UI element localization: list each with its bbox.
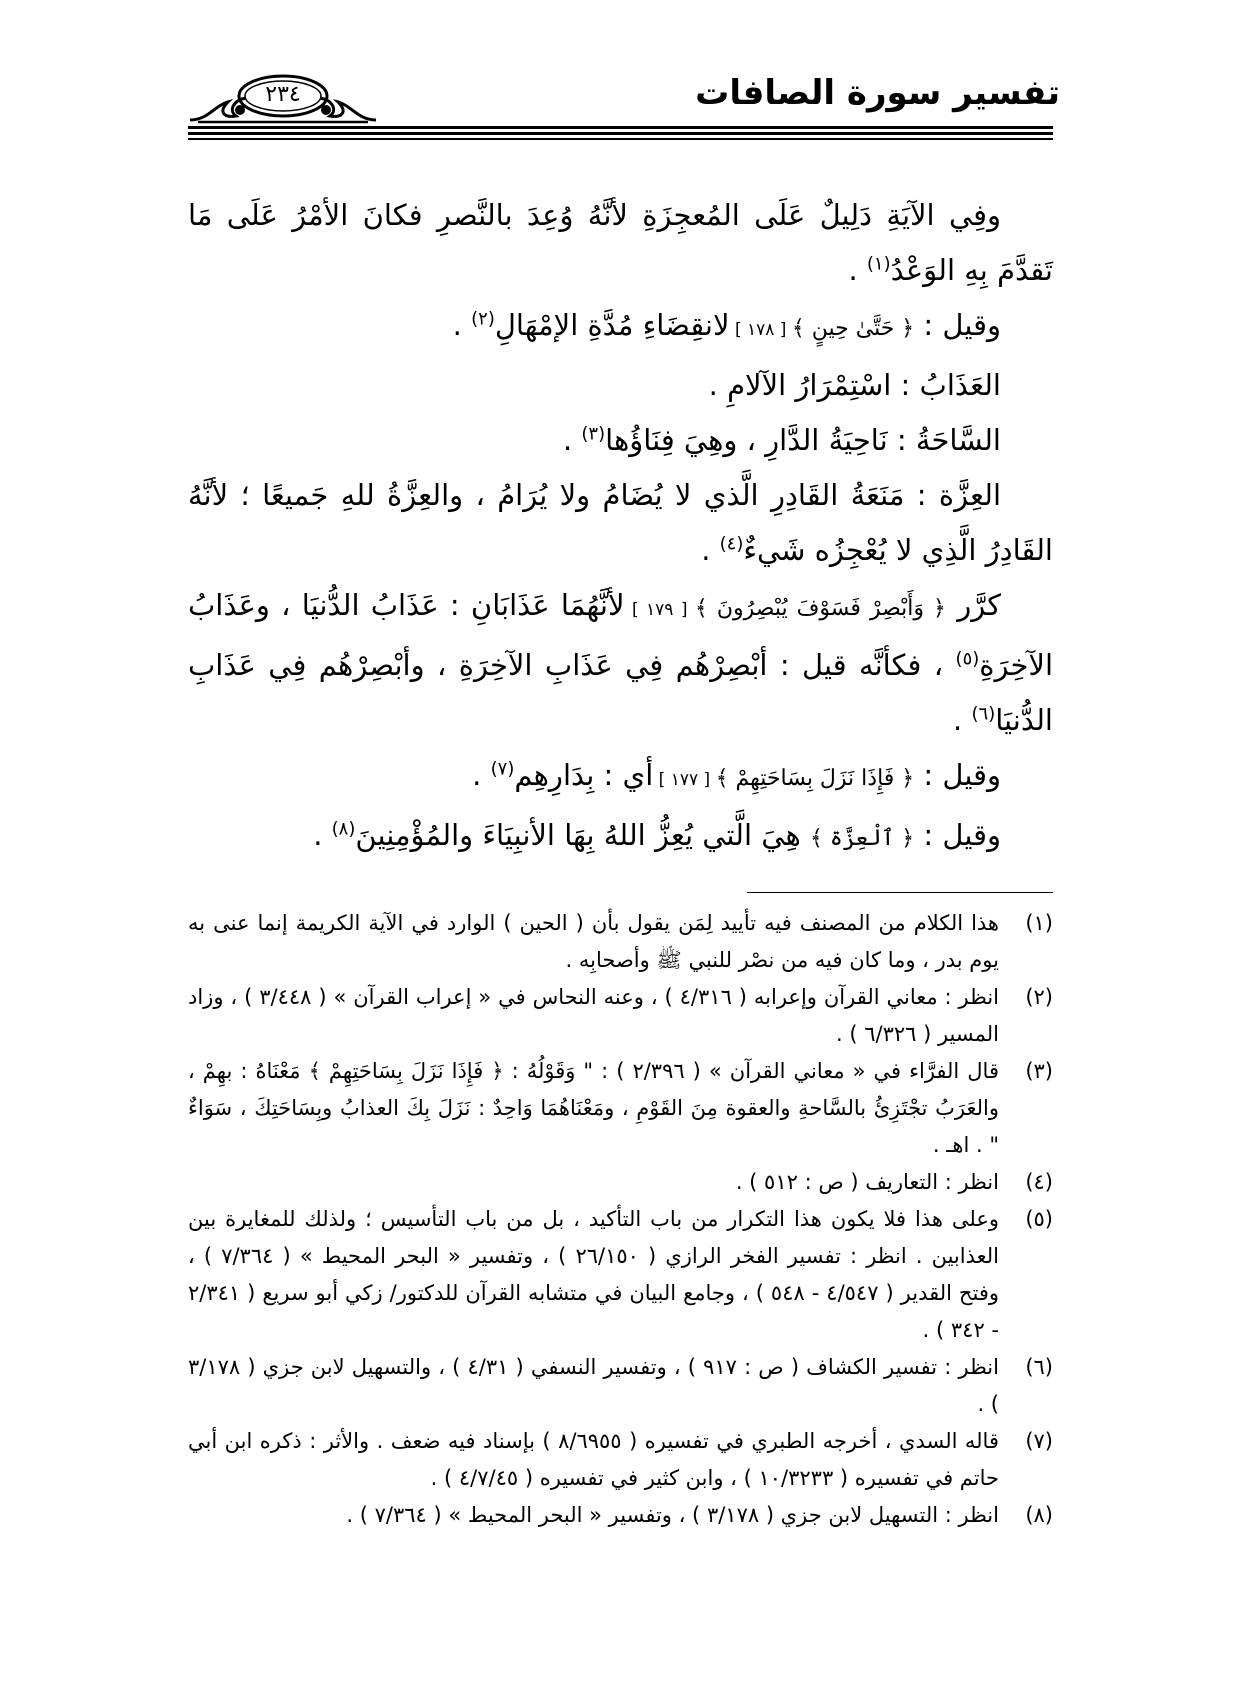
footnotes <box>188 905 1053 1534</box>
footnote-ref-1[interactable]: (١) <box>866 253 891 275</box>
verse-ref: [ ١٧٩ ] <box>624 600 695 620</box>
footnote-separator <box>747 892 1053 893</box>
footnote-ref-6[interactable]: (٦) <box>971 703 996 725</box>
header-rule-middle <box>188 132 1053 135</box>
main-text <box>188 188 1053 866</box>
quran-quote: حَتَّىٰ حِينٍ <box>811 316 895 341</box>
page-number: ٢٣٤ <box>265 82 301 107</box>
footnote-4 <box>188 1164 1053 1201</box>
footnote-5 <box>188 1201 1053 1349</box>
quran-quote: وَأَبْصِرْ فَسَوْفَ يُبْصِرُونَ <box>716 596 925 621</box>
footnote-2 <box>188 979 1053 1053</box>
verse-ref: [ ١٧٨ ] <box>729 320 792 340</box>
footnote-number: (٦) <box>1025 1355 1053 1379</box>
footnote-text: انظر : التعاريف ( ص : ٥١٢ ) . <box>735 1170 999 1194</box>
footnote-number: (٧) <box>1025 1429 1053 1453</box>
header-rule-top <box>188 126 1053 129</box>
footnote-text: انظر : تفسير الكشاف ( ص : ٩١٧ ) ، وتفسير النسفي ( ٤/٣١ ) ، والتسهيل لابن جزي ( ٣/١٧٨ ) . <box>188 1355 999 1416</box>
paragraph-8: وقيل : ﴿ ٱلْعِزَّة ﴾ هِيَ الَّتي يُعِزُّ اللهُ بِهَا الأنبِيَاءَ والمُؤْمِنِينَ$^{(٨)}$ . <box>313 818 1001 852</box>
footnote-text: وعلى هذا فلا يكون هذا التكرار من باب التأكيد ، بل من باب التأسيس ؛ ولذلك للمغايرة بين العذابين . انظر : تفسير الفخر الرازي ( ٢٦/١٥٠ ) ، وتفسير « البحر المحيط » ( ٧/٣٦٤ ) ، وفتح القدير ( ٤/٥٤٧ - ٥٤٨ ) ، وجامع البيان في متشابه القرآن للدكتور/ زكي أبو سريع ( ٢/٣٤١ - ٣٤٢ ) . <box>188 1207 1000 1342</box>
footnote-text: انظر : التسهيل لابن جزي ( ٣/١٧٨ ) ، وتفسير « البحر المحيط » ( ٧/٣٦٤ ) . <box>346 1503 999 1527</box>
footnote-3 <box>188 1053 1053 1164</box>
footnote-number: (٥) <box>1025 1207 1053 1231</box>
footnote-number: (٤) <box>1025 1170 1053 1194</box>
footnote-ref-4[interactable]: (٤) <box>719 533 744 555</box>
footnote-ref-8[interactable]: (٨) <box>331 818 356 840</box>
quran-quote: ٱلْعِزَّة <box>829 826 895 851</box>
paragraph-7: وقيل : ﴿ فَإِذَا نَزَلَ بِسَاحَتِهِمْ ﴾ [ ١٧٧ ] أي : بِدَارِهِم$^{(٧)}$ . <box>472 758 1001 792</box>
footnote-number: (٢) <box>1025 985 1053 1009</box>
footnote-6 <box>188 1349 1053 1423</box>
footnote-1 <box>188 905 1053 979</box>
footnote-7 <box>188 1423 1053 1497</box>
quran-quote: فَإِذَا نَزَلَ بِسَاحَتِهِمْ <box>735 766 895 791</box>
footnote-text: هذا الكلام من المصنف فيه تأييد لِمَن يقول بأن ( الحين ) الوارد في الآية الكريمة إنما عنى به يوم بدر ، وما كان فيه من نصْر للنبي ﷺ وأصحابِه . <box>188 911 999 972</box>
footnote-8 <box>188 1497 1053 1534</box>
footnote-ref-3[interactable]: (٣) <box>581 423 606 445</box>
footnote-number: (٨) <box>1025 1503 1053 1527</box>
footnote-text: قاله السدي ، أخرجه الطبري في تفسيره ( ٨/٦٩٥٥ ) بإسناد فيه ضعف . والأثر : ذكره ابن أبي حاتم في تفسيره ( ١٠/٣٢٣٣ ) ، وابن كثير في تفسيره ( ٤/٧/٤٥ ) . <box>188 1429 999 1490</box>
footnote-number: (١) <box>1025 911 1053 935</box>
running-header-title: تفسير سورة الصافات <box>695 73 1060 113</box>
footnote-ref-7[interactable]: (٧) <box>490 758 515 780</box>
paragraph-5: العِزَّة : مَنَعَةُ القَادِرِ الَّذي لا يُضَامُ ولا يُرَامُ ، والعِزَّةُ للهِ جَميعًا ؛ لأنَّهُ القَادِرُ الَّذِي لا يُعْجِزُه شَيءٌ$^{(٤)}$ . <box>188 478 1053 567</box>
verse-ref: [ ١٧٧ ] <box>653 770 716 790</box>
header-rule-bottom <box>188 138 1053 140</box>
footnote-text: قال الفرَّاء في « معاني القرآن » ( ٢/٣٩٦ ) : " وَقَوْلُهُ : ﴿ فَإِذَا نَزَلَ بِسَاحَتِهِمْ ﴾ مَعْنَاهُ : بهِمْ ، والعَرَبُ تجْتَزِئُ بالسَّاحةِ والعقوة مِنَ القَوْمِ ، ومَعْنَاهُمَا وَاحِدٌ : نَزَلَ بِكَ العذابُ وبِسَاحَتِكَ ، سَوَاءٌ " . اهـ . <box>188 1059 999 1157</box>
footnote-number: (٣) <box>1025 1059 1053 1083</box>
footnote-ref-2[interactable]: (٢) <box>471 308 495 330</box>
footnote-ref-5[interactable]: (٥) <box>955 648 980 670</box>
paragraph-4: السَّاحَةُ : نَاحِيَةُ الدَّارِ ، وهِيَ فِنَاؤُها$^{(٣)}$ . <box>562 423 1001 457</box>
footnote-text: انظر : معاني القرآن وإعرابه ( ٤/٣١٦ ) ، وعنه النحاس في « إعراب القرآن » ( ٣/٤٤٨ ) ، وزاد المسير ( ٦/٣٢٦ ) . <box>188 985 1000 1046</box>
paragraph-6: كرَّر ﴿ وَأَبْصِرْ فَسَوْفَ يُبْصِرُونَ ﴾ [ ١٧٩ ] لأنَّهُمَا عَذَابَانِ : عَذَابُ الدُّنيَا ، وعَذَابُ الآخِرَةِ$^{(٥)}$ ، فكأنَّه قيل : أبْصِرْهُم فِي عَذَابِ الآخِرَةِ ، وأبْصِرْهُم فِي عَذَابِ الدُّنيَا$^{(٦)}$ . <box>188 588 1053 737</box>
paragraph-2: وقيل : ﴿ حَتَّىٰ حِينٍ ﴾ [ ١٧٨ ] لانقِضَاءِ مُدَّةِ الإمْهَالِ$^{(٢)}$ . <box>452 308 1001 342</box>
paragraph-3: العَذَابُ : اسْتِمْرَارُ الآلامِ . <box>708 368 1001 402</box>
paragraph-1: وفِي الآيَةِ دَلِيلٌ عَلَى المُعجِزَةِ لأنَّهُ وُعِدَ بالنَّصرِ فكانَ الأمْرُ عَلَى مَا تَقدَّمَ بِهِ الوَعْدُ$^{(١)}$ . <box>188 198 1053 287</box>
